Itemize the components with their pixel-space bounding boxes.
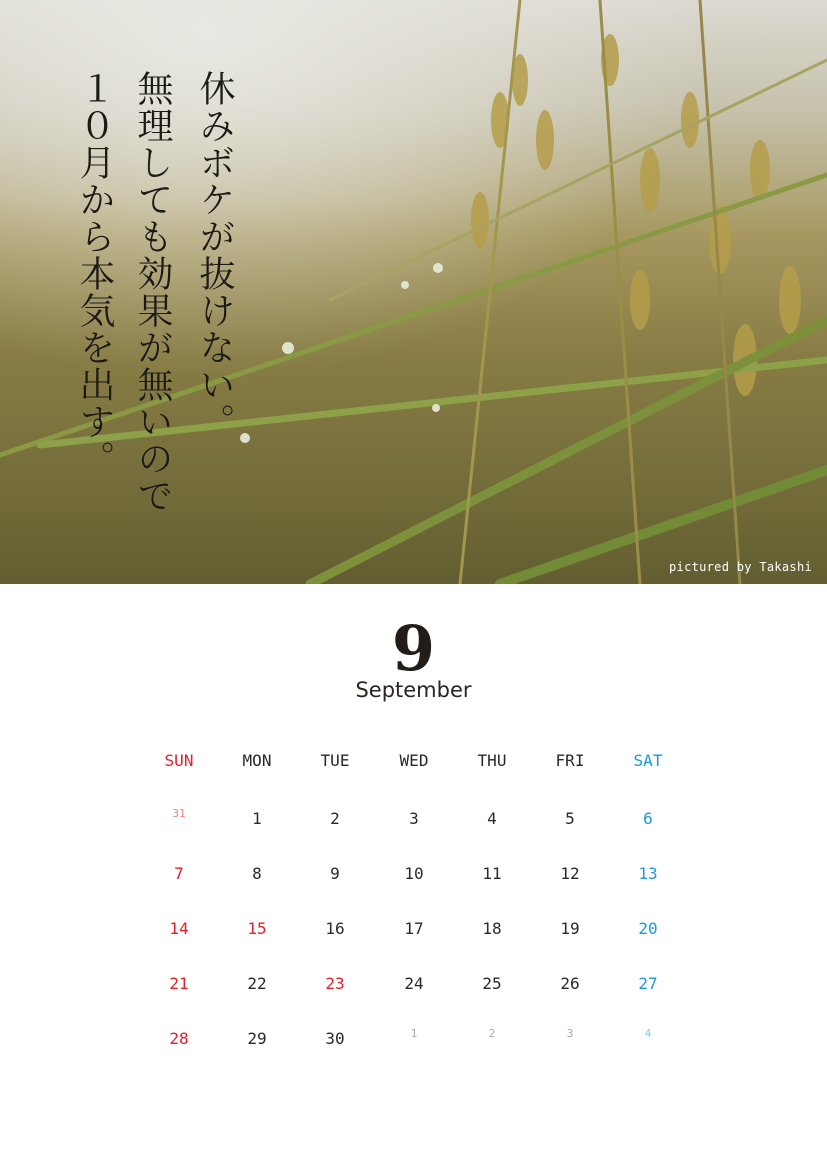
day-cell: 14 (169, 919, 189, 938)
day-cell: 4 (487, 809, 497, 828)
weekday-header-mon: MON (242, 751, 272, 770)
day-cell: 15 (247, 919, 267, 938)
weekday-header-fri: FRI (555, 751, 585, 770)
month-name: September (355, 678, 472, 702)
day-cell-outside: 3 (566, 1027, 574, 1040)
day-cell: 25 (482, 974, 502, 993)
weekday-header-sat: SAT (633, 751, 663, 770)
poem-line-3: １０月から本気を出す。 (74, 70, 115, 477)
day-cell: 9 (330, 864, 340, 883)
day-cell: 2 (330, 809, 340, 828)
day-cell: 19 (560, 919, 580, 938)
day-cell: 22 (247, 974, 267, 993)
photo-credit: pictured by Takashi (669, 560, 812, 574)
day-cell: 12 (560, 864, 580, 883)
month-number: 9 (391, 612, 436, 685)
day-cell: 7 (174, 864, 184, 883)
poem-line-1: 休みボケが抜けない。 (194, 70, 235, 440)
weekday-header-thu: THU (477, 751, 507, 770)
day-cell: 23 (325, 974, 345, 993)
weekday-header-sun: SUN (164, 751, 194, 770)
day-cell: 11 (482, 864, 502, 883)
day-cell: 8 (252, 864, 262, 883)
day-cell: 24 (404, 974, 424, 993)
day-cell: 6 (643, 809, 653, 828)
day-cell: 13 (638, 864, 658, 883)
poem-line-2: 無理しても効果が無いので (132, 70, 173, 514)
day-cell: 21 (169, 974, 189, 993)
day-cell: 17 (404, 919, 424, 938)
day-cell-outside: 31 (172, 807, 186, 820)
day-cell: 20 (638, 919, 658, 938)
day-cell: 5 (565, 809, 575, 828)
day-cell: 10 (404, 864, 424, 883)
day-cell: 29 (247, 1029, 267, 1048)
day-cell-outside: 2 (488, 1027, 496, 1040)
day-cell: 26 (560, 974, 580, 993)
weekday-header-tue: TUE (320, 751, 350, 770)
day-cell: 28 (169, 1029, 189, 1048)
day-cell: 30 (325, 1029, 345, 1048)
weekday-header-wed: WED (399, 751, 429, 770)
day-cell: 18 (482, 919, 502, 938)
day-cell: 27 (638, 974, 658, 993)
day-cell: 1 (252, 809, 262, 828)
day-cell: 16 (325, 919, 345, 938)
day-cell-outside: 1 (410, 1027, 418, 1040)
day-cell-outside: 4 (644, 1027, 652, 1040)
day-cell: 3 (409, 809, 419, 828)
